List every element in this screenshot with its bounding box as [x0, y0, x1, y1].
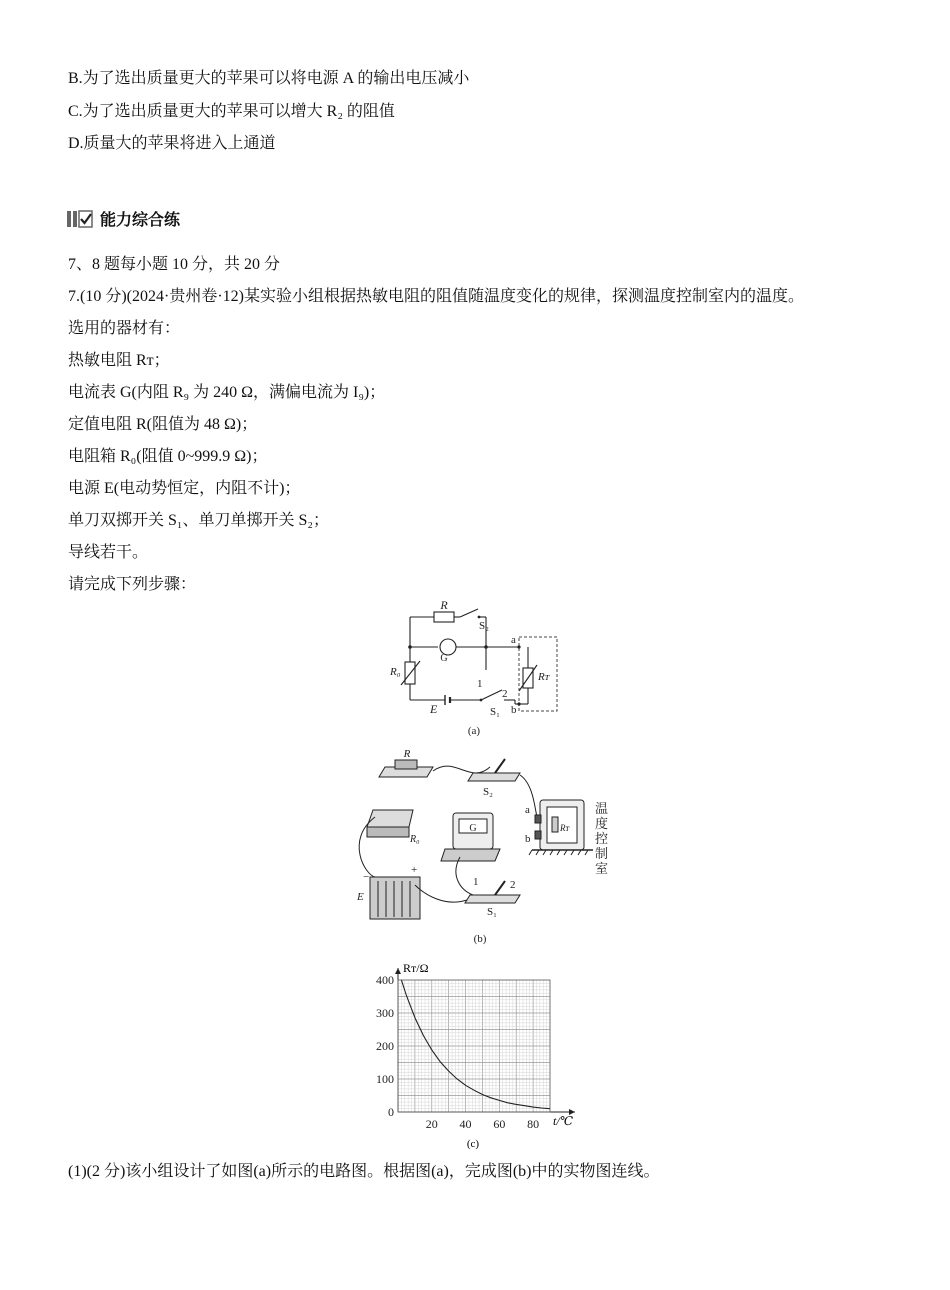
material-item: 热敏电阻 Rᴛ； [68, 352, 170, 369]
label-s2: S₂ [479, 620, 489, 632]
caption-a: (a) [467, 725, 481, 737]
material-item: 导线若干。 [68, 544, 149, 561]
option-c: C.为了选出质量更大的苹果可以增大 R₂ 的阻值 [68, 103, 395, 120]
chart-x-tick-label: 60 [493, 1117, 506, 1131]
section-header [66, 207, 180, 230]
label-e: E [357, 891, 364, 903]
label-rt: Rᴛ [538, 671, 549, 683]
chart-y-tick-label: 0 [388, 1105, 394, 1119]
apparatus-figure-b [345, 745, 615, 950]
chart-ylabel: Rᴛ/Ω [403, 961, 429, 975]
label-b: b [511, 704, 517, 716]
label-s1: S₁ [490, 706, 500, 718]
room-label-char: 控 [595, 831, 609, 846]
material-item: 电源 E(电动势恒定，内阻不计)； [68, 480, 301, 497]
label-terminal-1: 1 [473, 876, 479, 888]
label-plus: + [411, 864, 418, 876]
question-scoring: 7、8 题每小题 10 分，共 20 分 [68, 256, 281, 273]
chart-x-tick-label: 20 [425, 1117, 438, 1131]
steps-intro: 请完成下列步骤： [68, 576, 197, 593]
switch-s2 [468, 773, 520, 781]
label-r0: R₀ [390, 666, 401, 678]
label-r: R [403, 748, 411, 760]
label-g: G [469, 823, 477, 834]
label-r: R [440, 598, 448, 612]
thermistor-rt [552, 817, 558, 832]
label-rt: Rᴛ [560, 823, 569, 833]
label-minus: − [363, 871, 370, 883]
label-terminal-1: 1 [477, 678, 483, 690]
chart-caption: (c) [466, 1138, 480, 1150]
chart-xlabel: t/℃ [553, 1114, 574, 1128]
room-label-char: 制 [595, 846, 609, 861]
room-label-char: 室 [595, 861, 609, 876]
label-s2: S₂ [483, 786, 493, 798]
circuit-diagram-a [380, 595, 570, 740]
chart-x-tick-label: 40 [459, 1117, 472, 1131]
label-terminal-2: 2 [510, 879, 516, 891]
question-part-1: (1)(2 分)该小组设计了如图(a)所示的电路图。根据图(a)，完成图(b)中的实物图连线。 [68, 1163, 660, 1180]
label-g: G [440, 653, 448, 664]
label-a: a [511, 634, 516, 646]
material-item: 单刀双掷开关 S₁、单刀单掷开关 S₂； [68, 512, 329, 529]
label-terminal-2: 2 [502, 688, 508, 700]
room-label-char: 度 [595, 816, 609, 831]
rt-temperature-chart [355, 955, 590, 1155]
material-item: 电阻箱 R₀(阻值 0~999.9 Ω)； [68, 448, 268, 465]
room-label-char: 温 [595, 801, 609, 816]
chart-y-tick-label: 100 [376, 1072, 394, 1086]
chart-y-tick-label: 400 [376, 973, 394, 987]
caption-b: (b) [473, 933, 487, 945]
option-d: D.质量大的苹果将进入上通道 [68, 135, 276, 152]
section-title: 能力综合练 [100, 210, 181, 229]
checklist-icon [66, 208, 94, 230]
label-s1: S₁ [487, 906, 497, 918]
material-item: 定值电阻 R(阻值为 48 Ω)； [68, 416, 258, 433]
option-b: B.为了选出质量更大的苹果可以将电源 A 的输出电压减小 [68, 70, 470, 87]
label-b: b [525, 833, 531, 845]
chart-y-tick-label: 200 [376, 1039, 394, 1053]
switch-s1 [465, 895, 520, 903]
materials-intro: 选用的器材有： [68, 320, 181, 337]
resistor-r [434, 612, 454, 622]
label-e: E [430, 702, 438, 716]
label-a: a [525, 804, 530, 816]
chart-y-arrow [395, 968, 401, 974]
chart-x-tick-label: 80 [527, 1117, 540, 1131]
chart-y-tick-label: 300 [376, 1006, 394, 1020]
label-r0: R₀ [410, 834, 420, 845]
material-item: 电流表 G(内阻 R₉ 为 240 Ω，满偏电流为 I₉)； [68, 384, 386, 401]
question-stem: 7.(10 分)(2024·贵州卷·12)某实验小组根据热敏电阻的阻值随温度变化的规律，探测温度控制室内的温度。 [68, 288, 804, 305]
